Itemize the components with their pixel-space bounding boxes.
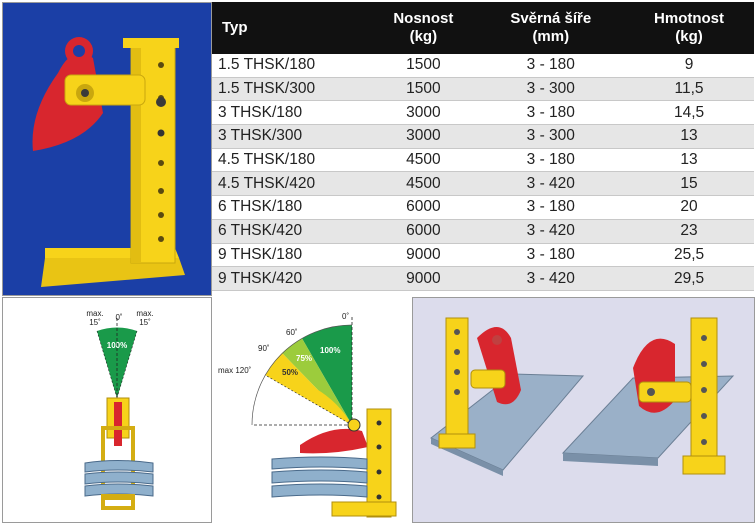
table-cell: 9000 — [369, 267, 477, 291]
front-view-diagram — [2, 297, 212, 523]
table-cell: 6 THSK/420 — [212, 219, 369, 243]
table-cell: 1.5 THSK/180 — [212, 54, 369, 77]
table-cell: 23 — [624, 219, 754, 243]
angle-60-label: 60˚ — [286, 328, 298, 337]
table-cell: 9 THSK/180 — [212, 243, 369, 267]
table-cell: 6 THSK/180 — [212, 196, 369, 220]
header-typ: Typ — [222, 19, 248, 36]
front-left-label-1: max. — [86, 309, 104, 318]
table-cell: 3 - 420 — [477, 267, 624, 291]
angle-pct-75-label: 75% — [296, 354, 313, 363]
table-cell: 15 — [624, 172, 754, 196]
table-cell: 9000 — [369, 243, 477, 267]
angle-0-label: 0˚ — [342, 312, 350, 321]
header-hmotnost: Hmotnost (kg) — [654, 10, 725, 45]
front-right-label-1: max. — [136, 309, 154, 318]
angle-90-label: 90˚ — [258, 344, 270, 353]
table-cell: 3 THSK/300 — [212, 125, 369, 149]
table-cell: 3 - 420 — [477, 219, 624, 243]
table-cell: 1.5 THSK/300 — [212, 77, 369, 101]
table-cell: 13 — [624, 148, 754, 172]
table-row — [212, 77, 754, 101]
front-left-label-2: 15˚ — [89, 318, 101, 327]
table-cell: 20 — [624, 196, 754, 220]
table-cell: 3 - 180 — [477, 148, 624, 172]
table-cell: 3 - 180 — [477, 101, 624, 125]
table-cell: 29,5 — [624, 267, 754, 291]
table-cell: 3 THSK/180 — [212, 101, 369, 125]
table-cell: 9 — [624, 54, 754, 77]
table-row — [212, 54, 754, 77]
table-row — [212, 196, 754, 220]
table-cell: 4500 — [369, 148, 477, 172]
header-sverna-sire: Svěrná šíře (mm) — [510, 10, 592, 45]
table-cell: 4500 — [369, 172, 477, 196]
product-photo — [2, 2, 212, 296]
table-header-row — [212, 2, 754, 54]
table-row — [212, 101, 754, 125]
spec-table — [212, 2, 754, 291]
table-row — [212, 219, 754, 243]
table-row — [212, 172, 754, 196]
angle-range-diagram-icon — [212, 297, 408, 521]
table-cell: 6000 — [369, 219, 477, 243]
table-cell: 3 - 180 — [477, 54, 624, 77]
table-cell: 1500 — [369, 77, 477, 101]
3d-illustration — [412, 297, 755, 523]
lifting-clamp-photo-icon — [3, 3, 211, 295]
table-cell: 13 — [624, 125, 754, 149]
table-cell: 1500 — [369, 54, 477, 77]
front-percent-label: 100% — [106, 341, 128, 350]
angle-range-diagram — [212, 297, 408, 521]
table-cell: 14,5 — [624, 101, 754, 125]
header-nosnost: Nosnost (kg) — [393, 10, 454, 45]
table-cell: 3000 — [369, 125, 477, 149]
table-cell: 4.5 THSK/180 — [212, 148, 369, 172]
table-row — [212, 243, 754, 267]
table-cell: 3 - 420 — [477, 172, 624, 196]
table-cell: 11,5 — [624, 77, 754, 101]
front-right-label-2: 15˚ — [139, 318, 151, 327]
table-row — [212, 125, 754, 149]
table-cell: 9 THSK/420 — [212, 267, 369, 291]
table-row — [212, 148, 754, 172]
table-cell: 3 - 300 — [477, 125, 624, 149]
table-cell: 3 - 180 — [477, 243, 624, 267]
table-cell: 3 - 180 — [477, 196, 624, 220]
table-cell: 3000 — [369, 101, 477, 125]
3d-clamp-illustration-icon — [413, 298, 754, 522]
front-center-label: 0˚ — [115, 313, 123, 322]
table-cell: 6000 — [369, 196, 477, 220]
table-cell: 4.5 THSK/420 — [212, 172, 369, 196]
angle-pct-50-label: 50% — [282, 368, 299, 377]
table-cell: 25,5 — [624, 243, 754, 267]
angle-pct-100-label: 100% — [320, 346, 341, 355]
table-row — [212, 267, 754, 291]
table-cell: 3 - 300 — [477, 77, 624, 101]
angle-120-label: max 120˚ — [218, 366, 252, 375]
front-view-diagram-icon — [3, 298, 211, 522]
